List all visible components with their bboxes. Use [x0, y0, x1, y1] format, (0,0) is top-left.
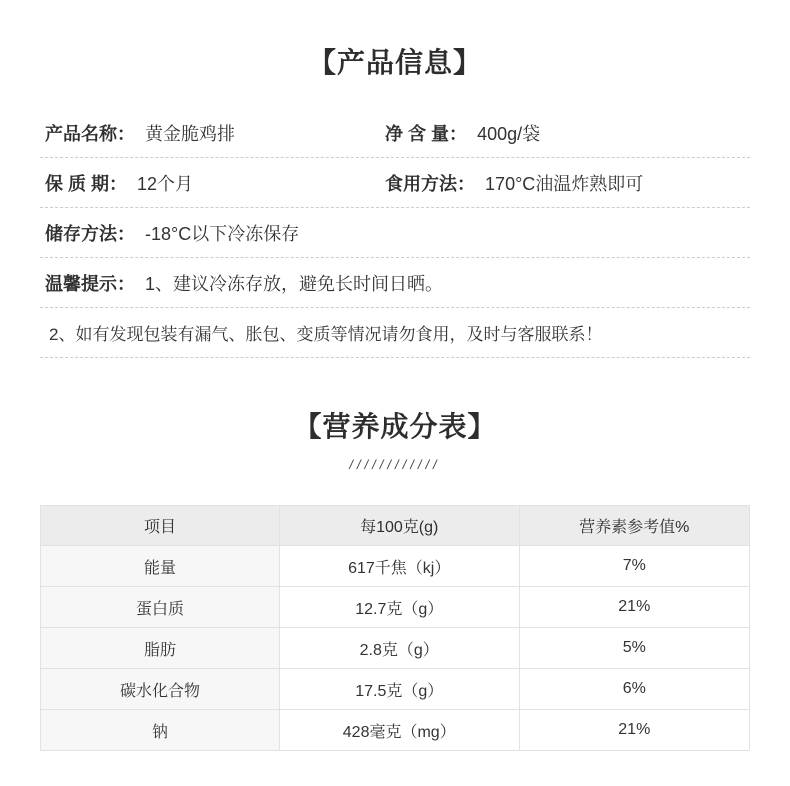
cooking-method-field [385, 170, 750, 196]
tips-label: 温馨提示： [45, 273, 135, 294]
shelf-life-label: 保 质 期： [45, 173, 128, 194]
storage-method-field [40, 220, 750, 246]
shelf-life-field [40, 170, 385, 196]
table-row-energy [41, 546, 750, 587]
info-row-name-netweight [40, 108, 750, 158]
info-row-storage [40, 208, 750, 258]
storage-method-label: 储存方法： [45, 223, 135, 244]
nutrient-nrv: 7% [519, 546, 749, 587]
nutrition-title: 【营养成分表】 [293, 411, 497, 442]
nutrient-amount: 2.8克（g） [279, 628, 519, 669]
nutrient-amount: 428毫克（mg） [279, 710, 519, 751]
nutrient-nrv: 5% [519, 628, 749, 669]
info-row-shelflife-cooking [40, 158, 750, 208]
cooking-method-value: 170°C油温炸熟即可 [485, 173, 644, 194]
tips-field [40, 270, 750, 296]
nutrient-nrv: 6% [519, 669, 749, 710]
info-row-tips-2 [40, 308, 750, 358]
nutrient-name: 碳水化合物 [41, 669, 280, 710]
nutrient-name: 钠 [41, 710, 280, 751]
table-row-carbohydrate [41, 669, 750, 710]
product-info-section [40, 108, 750, 358]
table-row-fat [41, 628, 750, 669]
tips-field-2 [40, 320, 750, 345]
nutrient-name: 能量 [41, 546, 280, 587]
slashes-decoration: //////////// [349, 457, 441, 472]
tips-value-1: 1、建议冷冻存放，避免长时间日晒。 [145, 273, 444, 294]
product-name-field [40, 120, 385, 146]
tips-value-2: 2、如有发现包装有漏气、胀包、变质等情况请勿食用，及时与客服联系！ [49, 325, 603, 344]
net-weight-field [385, 120, 750, 146]
nutrient-nrv: 21% [519, 710, 749, 751]
table-row-protein [41, 587, 750, 628]
product-info-title: 【产品信息】 [307, 47, 482, 78]
nutrition-table [40, 505, 750, 751]
cooking-method-label: 食用方法： [385, 173, 476, 194]
product-name-value: 黄金脆鸡排 [145, 123, 235, 144]
nutrient-amount: 17.5克（g） [279, 669, 519, 710]
net-weight-label: 净 含 量： [385, 123, 468, 144]
storage-method-value: -18°C以下冷冻保存 [145, 223, 300, 244]
nutrient-name: 蛋白质 [41, 587, 280, 628]
table-row-sodium [41, 710, 750, 751]
product-name-label: 产品名称： [45, 123, 135, 144]
header-nrv: 营养素参考值% [519, 506, 749, 546]
header-per-100g: 每100克(g) [279, 506, 519, 546]
nutrient-name: 脂肪 [41, 628, 280, 669]
net-weight-value: 400g/袋 [477, 123, 541, 144]
info-row-tips [40, 258, 750, 308]
nutrient-amount: 617千焦（kj） [279, 546, 519, 587]
nutrient-amount: 12.7克（g） [279, 587, 519, 628]
shelf-life-value: 12个月 [137, 173, 194, 194]
nutrient-nrv: 21% [519, 587, 749, 628]
nutrition-header-row [41, 506, 750, 546]
header-item: 项目 [41, 506, 280, 546]
